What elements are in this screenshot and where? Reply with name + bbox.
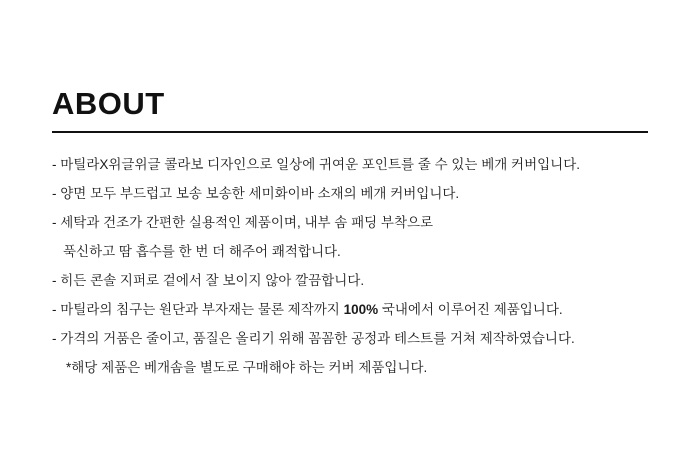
list-item (52, 353, 652, 382)
description-line: - 가격의 거품은 줄이고, 품질은 올리기 위해 꼼꼼한 공정과 테스트를 거쳐 제작하였습니다. (52, 331, 575, 346)
list-item (52, 324, 652, 353)
about-description-list (52, 150, 652, 382)
list-item (52, 208, 652, 237)
list-item (52, 150, 652, 179)
description-line: - 히든 콘솔 지퍼로 겉에서 잘 보이지 않아 깔끔합니다. (52, 273, 365, 288)
description-line: - 양면 모두 부드럽고 보송 보송한 세미화이바 소재의 베개 커버입니다. (52, 186, 460, 201)
description-line: - 세탁과 건조가 간편한 실용적인 제품이며, 내부 솜 패딩 부착으로 (52, 215, 434, 230)
emphasis-text: 100% (343, 302, 379, 317)
list-item (52, 266, 652, 295)
list-item (52, 295, 652, 324)
list-item (52, 179, 652, 208)
description-note: *해당 제품은 베개솜을 별도로 구매해야 하는 커버 제품입니다. (66, 360, 428, 375)
title-divider (52, 131, 648, 133)
description-line: 푹신하고 땀 흡수를 한 번 더 해주어 쾌적합니다. (63, 244, 341, 259)
list-item (52, 237, 652, 266)
description-line-with-emphasis: - 마틸라의 침구는 원단과 부자재는 물론 제작까지 100% 국내에서 이루어진 제품입니다. (52, 302, 563, 317)
page-title: ABOUT (52, 86, 165, 121)
description-line: - 마틸라X위글위글 콜라보 디자인으로 일상에 귀여운 포인트를 줄 수 있는 베개 커버입니다. (52, 157, 580, 172)
